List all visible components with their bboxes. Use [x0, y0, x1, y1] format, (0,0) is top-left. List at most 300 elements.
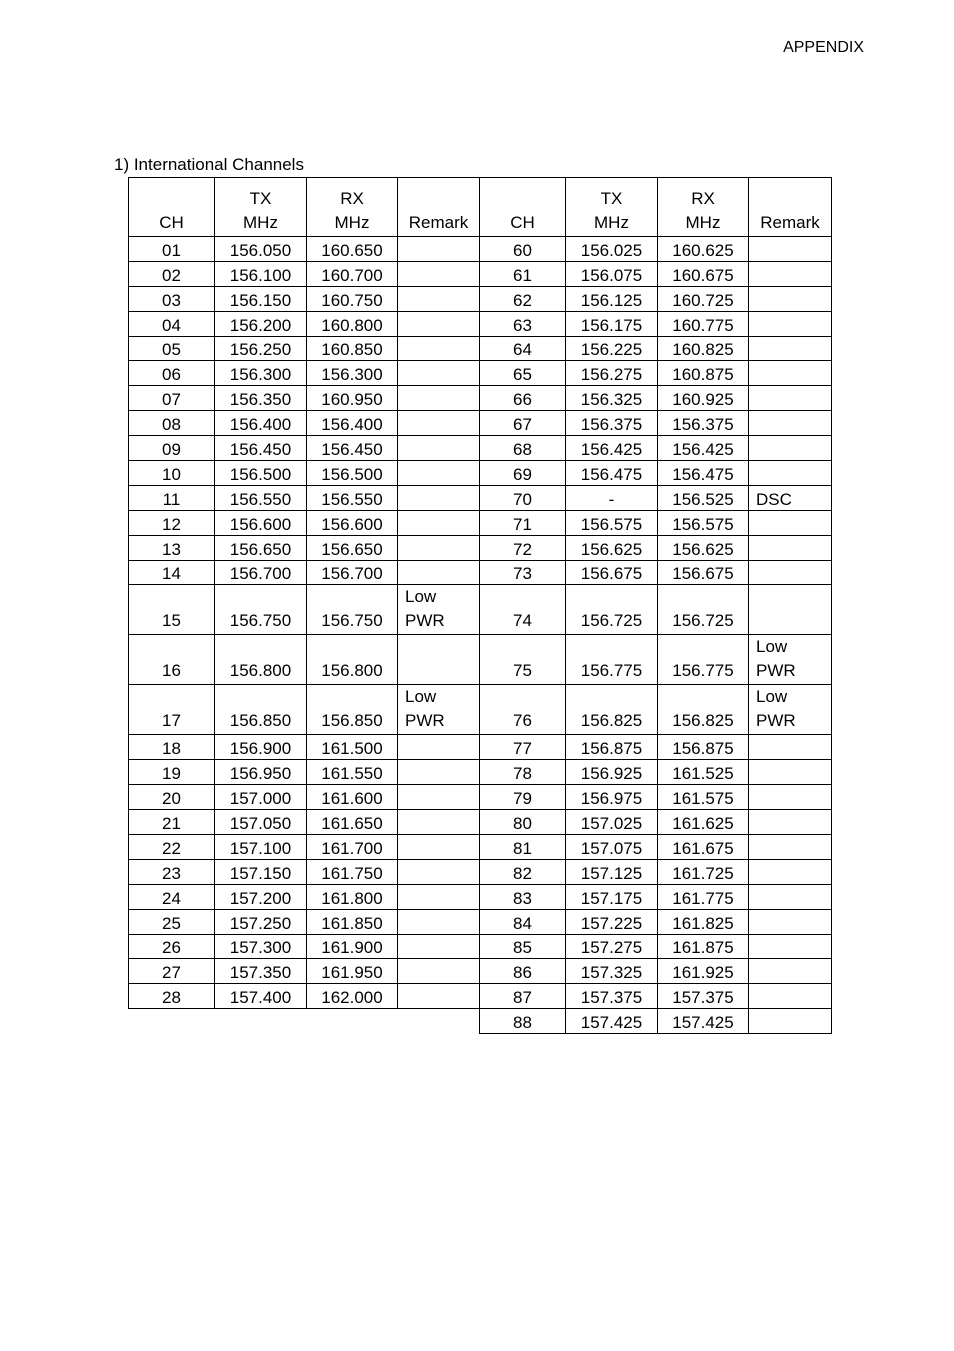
rx-frequency-cell: 156.675 [658, 560, 749, 585]
channel-cell: 84 [480, 909, 566, 934]
channel-cell: 08 [129, 411, 215, 436]
tx-frequency-cell: 157.350 [215, 959, 307, 984]
table-row [480, 436, 832, 461]
rx-frequency-cell: 156.425 [658, 436, 749, 461]
remark-cell [749, 461, 832, 486]
channel-cell: 05 [129, 336, 215, 361]
cell-line: RX [691, 189, 715, 208]
channel-cell: 88 [480, 1009, 566, 1034]
remark-cell [398, 735, 480, 760]
channel-cell: 02 [129, 261, 215, 286]
table-row [480, 286, 832, 311]
tx-frequency-cell: 156.025 [566, 237, 658, 262]
tx-frequency-cell: 157.075 [566, 835, 658, 860]
tx-frequency-cell: 156.125 [566, 286, 658, 311]
remark-cell [749, 311, 832, 336]
channel-cell: 63 [480, 311, 566, 336]
table-row [129, 261, 480, 286]
rx-frequency-cell: 161.650 [307, 810, 398, 835]
table-row [480, 485, 832, 510]
table-row [129, 336, 480, 361]
channel-cell: 11 [129, 485, 215, 510]
channel-cell: 82 [480, 859, 566, 884]
rx-frequency-cell: 156.550 [307, 485, 398, 510]
table-row [480, 685, 832, 735]
tx-frequency-cell: 156.875 [566, 735, 658, 760]
remark-cell [398, 934, 480, 959]
tx-frequency-cell: 156.950 [215, 760, 307, 785]
tx-frequency-cell: 157.250 [215, 909, 307, 934]
remark-cell [749, 336, 832, 361]
table-row [480, 560, 832, 585]
remark-cell [398, 810, 480, 835]
tx-frequency-cell: 156.400 [215, 411, 307, 436]
cell-line: Low [405, 687, 437, 707]
table-row [129, 959, 480, 984]
remark-cell [398, 685, 480, 735]
table-row [129, 585, 480, 635]
channel-cell: 74 [480, 585, 566, 635]
header-rx [307, 178, 398, 237]
table-row [480, 735, 832, 760]
tx-frequency-cell: 156.800 [215, 635, 307, 685]
channel-cell: 22 [129, 835, 215, 860]
rx-frequency-cell: 161.500 [307, 735, 398, 760]
cell-line: PWR [405, 711, 445, 731]
remark-cell [398, 485, 480, 510]
table-row [480, 585, 832, 635]
channel-cell: 86 [480, 959, 566, 984]
tx-frequency-cell: 156.600 [215, 510, 307, 535]
header-remark: Remark [398, 178, 480, 237]
rx-frequency-cell: 157.425 [658, 1009, 749, 1034]
tx-frequency-cell: 156.900 [215, 735, 307, 760]
remark-cell [749, 984, 832, 1009]
remark-cell [398, 585, 480, 635]
channel-cell: 62 [480, 286, 566, 311]
remark-cell [749, 635, 832, 685]
channel-cell: 19 [129, 760, 215, 785]
cell-line: Low [756, 687, 788, 707]
channel-cell: 75 [480, 635, 566, 685]
table-row [480, 237, 832, 262]
tx-frequency-cell: 156.175 [566, 311, 658, 336]
tx-frequency-cell: 156.325 [566, 386, 658, 411]
channel-table-left-body [129, 178, 480, 1009]
rx-frequency-cell: 156.375 [658, 411, 749, 436]
channel-cell: 18 [129, 735, 215, 760]
tx-frequency-cell: 156.350 [215, 386, 307, 411]
tx-frequency-cell: 157.225 [566, 909, 658, 934]
tx-frequency-cell: 156.425 [566, 436, 658, 461]
rx-frequency-cell: 156.600 [307, 510, 398, 535]
channel-cell: 12 [129, 510, 215, 535]
remark-cell [749, 909, 832, 934]
channel-cell: 68 [480, 436, 566, 461]
cell-line: RX [340, 189, 364, 208]
rx-frequency-cell: 161.575 [658, 785, 749, 810]
rx-frequency-cell: 161.875 [658, 934, 749, 959]
remark-cell [398, 386, 480, 411]
table-row [129, 535, 480, 560]
rx-frequency-cell: 160.700 [307, 261, 398, 286]
table-row [129, 485, 480, 510]
channel-cell: 20 [129, 785, 215, 810]
table-row [129, 461, 480, 486]
rx-frequency-cell: 156.575 [658, 510, 749, 535]
channel-cell: 69 [480, 461, 566, 486]
header-row [480, 178, 832, 237]
rx-frequency-cell: 160.650 [307, 237, 398, 262]
tx-frequency-cell: 157.125 [566, 859, 658, 884]
remark-cell [398, 336, 480, 361]
channel-cell: 27 [129, 959, 215, 984]
header-row [129, 178, 480, 237]
remark-cell [749, 237, 832, 262]
channel-cell: 73 [480, 560, 566, 585]
table-row [480, 909, 832, 934]
tx-frequency-cell: 156.375 [566, 411, 658, 436]
rx-frequency-cell: 156.800 [307, 635, 398, 685]
tx-frequency-cell: 156.575 [566, 510, 658, 535]
section-title: 1) International Channels [114, 155, 304, 174]
rx-frequency-cell: 156.625 [658, 535, 749, 560]
header-rx [658, 178, 749, 237]
rx-frequency-cell: 161.750 [307, 859, 398, 884]
remark-cell [398, 535, 480, 560]
channel-cell: 10 [129, 461, 215, 486]
table-row [480, 884, 832, 909]
table-row [480, 835, 832, 860]
remark-cell [398, 436, 480, 461]
channel-cell: 06 [129, 361, 215, 386]
tx-frequency-cell: 157.100 [215, 835, 307, 860]
rx-frequency-cell: 160.925 [658, 386, 749, 411]
channel-cell: 16 [129, 635, 215, 685]
channel-cell: 25 [129, 909, 215, 934]
cell-line: PWR [756, 711, 796, 731]
table-row [480, 461, 832, 486]
remark-cell [749, 436, 832, 461]
tx-frequency-cell: 156.075 [566, 261, 658, 286]
table-row [129, 909, 480, 934]
rx-frequency-cell: 156.750 [307, 585, 398, 635]
table-row [480, 959, 832, 984]
header-ch: CH [480, 178, 566, 237]
rx-frequency-cell: 160.825 [658, 336, 749, 361]
tx-frequency-cell: 156.675 [566, 560, 658, 585]
rx-frequency-cell: 156.875 [658, 735, 749, 760]
header-tx [566, 178, 658, 237]
table-row [129, 386, 480, 411]
remark-cell [749, 560, 832, 585]
remark-cell [398, 909, 480, 934]
tx-frequency-cell: 156.625 [566, 535, 658, 560]
table-row [129, 785, 480, 810]
tx-frequency-cell: 156.750 [215, 585, 307, 635]
rx-frequency-cell: 161.925 [658, 959, 749, 984]
channel-cell: 76 [480, 685, 566, 735]
table-row [480, 1009, 832, 1034]
tx-frequency-cell: 156.825 [566, 685, 658, 735]
table-row [129, 560, 480, 585]
tx-frequency-cell: 156.925 [566, 760, 658, 785]
channel-cell: 78 [480, 760, 566, 785]
tx-frequency-cell: - [566, 485, 658, 510]
remark-cell [749, 785, 832, 810]
rx-frequency-cell: 161.600 [307, 785, 398, 810]
channel-cell: 17 [129, 685, 215, 735]
tx-frequency-cell: 156.050 [215, 237, 307, 262]
tx-frequency-cell: 157.275 [566, 934, 658, 959]
cell-line: PWR [756, 661, 796, 681]
rx-frequency-cell: 160.725 [658, 286, 749, 311]
table-row [480, 859, 832, 884]
remark-cell [749, 1009, 832, 1034]
header-ch: CH [129, 178, 215, 237]
tx-frequency-cell: 156.725 [566, 585, 658, 635]
remark-cell [398, 361, 480, 386]
channel-cell: 77 [480, 735, 566, 760]
rx-frequency-cell: 161.675 [658, 835, 749, 860]
table-row [129, 760, 480, 785]
channel-cell: 13 [129, 535, 215, 560]
tx-frequency-cell: 156.975 [566, 785, 658, 810]
tx-frequency-cell: 156.150 [215, 286, 307, 311]
rx-frequency-cell: 156.850 [307, 685, 398, 735]
channel-cell: 21 [129, 810, 215, 835]
channel-cell: 80 [480, 810, 566, 835]
cell-line: TX [600, 189, 623, 208]
channel-cell: 03 [129, 286, 215, 311]
channel-cell: 23 [129, 859, 215, 884]
tx-frequency-cell: 157.400 [215, 984, 307, 1009]
remark-cell [749, 835, 832, 860]
remark-cell [749, 361, 832, 386]
cell-line: Low [756, 637, 788, 657]
rx-frequency-cell: 161.700 [307, 835, 398, 860]
rx-frequency-cell: 161.950 [307, 959, 398, 984]
table-row [129, 311, 480, 336]
remark-cell [749, 735, 832, 760]
table-row [129, 810, 480, 835]
tx-frequency-cell: 157.425 [566, 1009, 658, 1034]
channel-table-right [479, 177, 832, 1034]
tx-frequency-cell: 156.650 [215, 535, 307, 560]
remark-cell [749, 760, 832, 785]
channel-cell: 72 [480, 535, 566, 560]
channel-cell: 24 [129, 884, 215, 909]
channel-cell: 07 [129, 386, 215, 411]
channel-cell: 01 [129, 237, 215, 262]
channel-cell: 79 [480, 785, 566, 810]
remark-cell [749, 261, 832, 286]
remark-cell [398, 984, 480, 1009]
table-row [480, 535, 832, 560]
rx-frequency-cell: 156.825 [658, 685, 749, 735]
channel-cell: 60 [480, 237, 566, 262]
cell-line: PWR [405, 611, 445, 631]
channel-cell: 14 [129, 560, 215, 585]
cell-line: MHz [334, 213, 370, 232]
rx-frequency-cell: 161.725 [658, 859, 749, 884]
channel-cell: 64 [480, 336, 566, 361]
remark-cell [398, 560, 480, 585]
tx-frequency-cell: 157.375 [566, 984, 658, 1009]
channel-cell: 71 [480, 510, 566, 535]
remark-cell [749, 959, 832, 984]
tx-frequency-cell: 156.275 [566, 361, 658, 386]
tx-frequency-cell: 157.000 [215, 785, 307, 810]
table-row [129, 934, 480, 959]
rx-frequency-cell: 156.725 [658, 585, 749, 635]
table-row [480, 311, 832, 336]
rx-frequency-cell: 160.875 [658, 361, 749, 386]
remark-cell [398, 760, 480, 785]
rx-frequency-cell: 156.700 [307, 560, 398, 585]
remark-cell [398, 286, 480, 311]
rx-frequency-cell: 161.900 [307, 934, 398, 959]
rx-frequency-cell: 156.525 [658, 485, 749, 510]
tx-frequency-cell: 157.325 [566, 959, 658, 984]
table-row [129, 286, 480, 311]
rx-frequency-cell: 156.450 [307, 436, 398, 461]
remark-cell [749, 585, 832, 635]
table-row [129, 859, 480, 884]
remark-cell [749, 810, 832, 835]
page-header-label: APPENDIX [783, 39, 864, 56]
table-row [129, 984, 480, 1009]
remark-cell [398, 261, 480, 286]
remark-cell [749, 411, 832, 436]
rx-frequency-cell: 160.950 [307, 386, 398, 411]
rx-frequency-cell: 156.650 [307, 535, 398, 560]
cell-line: MHz [594, 213, 629, 232]
tx-frequency-cell: 156.200 [215, 311, 307, 336]
table-row [480, 635, 832, 685]
remark-cell [749, 510, 832, 535]
tx-frequency-cell: 156.500 [215, 461, 307, 486]
tx-frequency-cell: 157.175 [566, 884, 658, 909]
remark-cell [749, 685, 832, 735]
remark-cell [749, 934, 832, 959]
table-row [480, 510, 832, 535]
tx-frequency-cell: 157.050 [215, 810, 307, 835]
channel-table-left [128, 177, 480, 1009]
cell-line: TX [249, 189, 272, 208]
rx-frequency-cell: 157.375 [658, 984, 749, 1009]
cell-line: Low [405, 587, 437, 607]
tx-frequency-cell: 157.300 [215, 934, 307, 959]
rx-frequency-cell: 160.800 [307, 311, 398, 336]
channel-cell: 09 [129, 436, 215, 461]
rx-frequency-cell: 156.500 [307, 461, 398, 486]
cell-line: DSC [756, 489, 792, 509]
channel-cell: 87 [480, 984, 566, 1009]
rx-frequency-cell: 161.525 [658, 760, 749, 785]
remark-cell [398, 311, 480, 336]
table-row [480, 984, 832, 1009]
remark-cell [398, 411, 480, 436]
tx-frequency-cell: 157.150 [215, 859, 307, 884]
rx-frequency-cell: 160.850 [307, 336, 398, 361]
table-row [129, 237, 480, 262]
remark-cell [749, 859, 832, 884]
remark-cell [398, 635, 480, 685]
tx-frequency-cell: 156.550 [215, 485, 307, 510]
tx-frequency-cell: 156.475 [566, 461, 658, 486]
channel-cell: 67 [480, 411, 566, 436]
tx-frequency-cell: 156.300 [215, 361, 307, 386]
rx-frequency-cell: 161.625 [658, 810, 749, 835]
channel-cell: 66 [480, 386, 566, 411]
table-row [480, 934, 832, 959]
table-row [129, 884, 480, 909]
channel-cell: 28 [129, 984, 215, 1009]
cell-line: MHz [243, 213, 278, 232]
rx-frequency-cell: 162.000 [307, 984, 398, 1009]
channel-cell: 61 [480, 261, 566, 286]
table-row [480, 261, 832, 286]
rx-frequency-cell: 156.475 [658, 461, 749, 486]
rx-frequency-cell: 160.775 [658, 311, 749, 336]
remark-cell [398, 835, 480, 860]
table-row [129, 411, 480, 436]
remark-cell [749, 535, 832, 560]
table-row [129, 685, 480, 735]
channel-cell: 65 [480, 361, 566, 386]
remark-cell [398, 859, 480, 884]
table-row [480, 760, 832, 785]
rx-frequency-cell: 161.775 [658, 884, 749, 909]
rx-frequency-cell: 161.800 [307, 884, 398, 909]
table-row [129, 361, 480, 386]
rx-frequency-cell: 156.775 [658, 635, 749, 685]
table-row [129, 735, 480, 760]
header-tx [215, 178, 307, 237]
rx-frequency-cell: 156.400 [307, 411, 398, 436]
table-row [129, 835, 480, 860]
remark-cell [398, 959, 480, 984]
channel-cell: 04 [129, 311, 215, 336]
remark-cell [749, 286, 832, 311]
rx-frequency-cell: 160.750 [307, 286, 398, 311]
table-row [480, 785, 832, 810]
remark-cell [398, 461, 480, 486]
channel-cell: 81 [480, 835, 566, 860]
remark-cell [398, 785, 480, 810]
table-row [480, 336, 832, 361]
tx-frequency-cell: 156.775 [566, 635, 658, 685]
remark-cell [398, 237, 480, 262]
rx-frequency-cell: 161.825 [658, 909, 749, 934]
tx-frequency-cell: 156.100 [215, 261, 307, 286]
cell-line: MHz [685, 213, 721, 232]
table-row [480, 810, 832, 835]
remark-cell [398, 510, 480, 535]
table-row [480, 386, 832, 411]
channel-cell: 15 [129, 585, 215, 635]
rx-frequency-cell: 160.675 [658, 261, 749, 286]
tx-frequency-cell: 156.250 [215, 336, 307, 361]
channel-cell: 70 [480, 485, 566, 510]
table-row [129, 510, 480, 535]
table-row [480, 411, 832, 436]
tx-frequency-cell: 157.200 [215, 884, 307, 909]
tx-frequency-cell: 157.025 [566, 810, 658, 835]
remark-cell [749, 386, 832, 411]
header-remark: Remark [749, 178, 832, 237]
